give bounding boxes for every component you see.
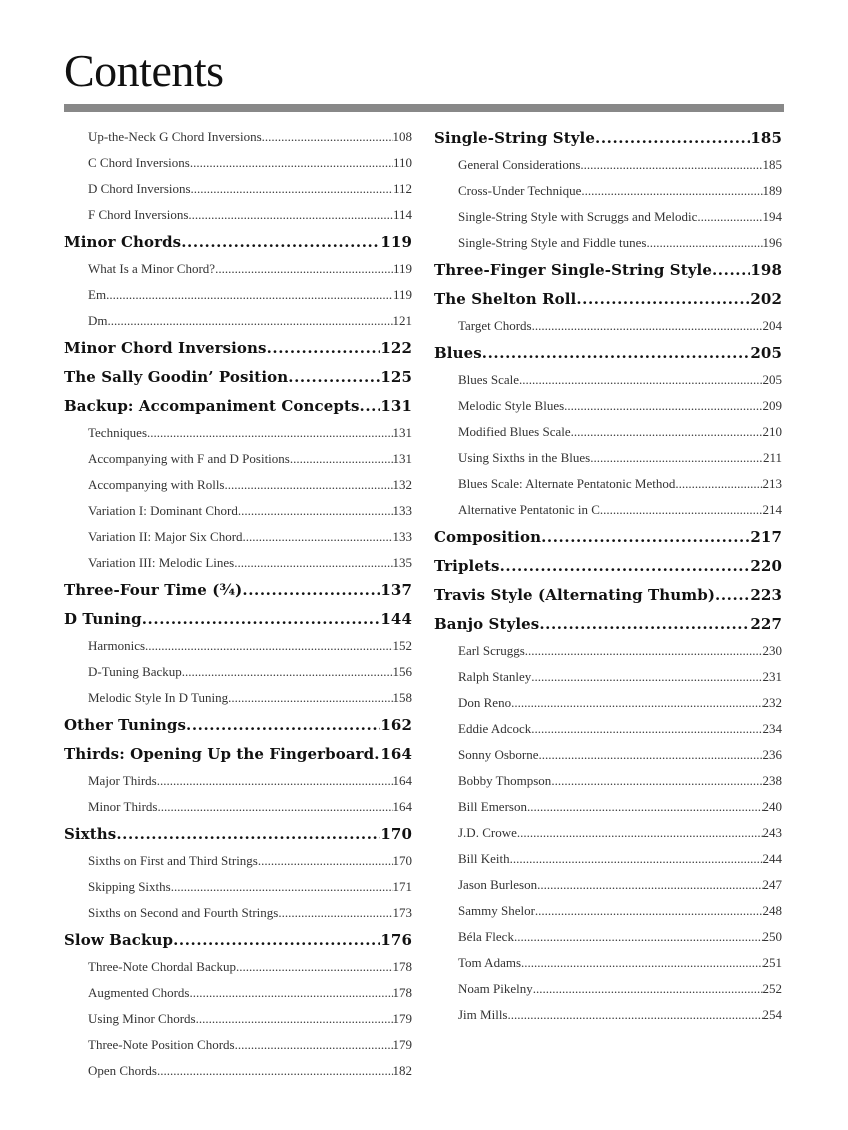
toc-page-number: 196 — [762, 235, 782, 250]
toc-entry-title: Dm — [88, 313, 108, 328]
toc-section-entry[interactable] — [434, 745, 782, 764]
toc-entry-title: Sixths on First and Third Strings — [88, 853, 258, 868]
toc-page-number: 178 — [392, 959, 412, 974]
toc-chapter-entry[interactable] — [64, 715, 412, 736]
toc-dot-leader — [521, 953, 762, 972]
toc-entry-title: Sammy Shelor — [458, 903, 535, 918]
toc-page-number: 178 — [392, 985, 412, 1000]
toc-page-number: 112 — [392, 181, 412, 196]
toc-dot-leader — [595, 128, 750, 149]
toc-section-entry[interactable] — [64, 285, 412, 304]
toc-page-number: 209 — [762, 398, 782, 413]
toc-dot-leader — [196, 1009, 393, 1028]
toc-dot-leader — [647, 233, 763, 252]
toc-dot-leader — [541, 527, 750, 548]
toc-dot-leader — [697, 207, 762, 226]
toc-page-number: 230 — [762, 643, 782, 658]
toc-entry-title: Eddie Adcock — [458, 721, 532, 736]
toc-dot-leader — [537, 875, 762, 894]
toc-dot-leader — [242, 580, 380, 601]
toc-page-number: 144 — [380, 610, 412, 628]
toc-page-number: 122 — [380, 339, 412, 357]
toc-dot-leader — [258, 851, 393, 870]
toc-dot-leader — [157, 1061, 393, 1080]
toc-page-number: 210 — [762, 424, 782, 439]
toc-dot-leader — [290, 449, 393, 468]
toc-entry-title: Thirds: Opening Up the Fingerboard — [64, 745, 375, 763]
toc-entry-title: Bobby Thompson — [458, 773, 552, 788]
toc-dot-leader — [189, 983, 392, 1002]
toc-section-entry[interactable] — [64, 636, 412, 655]
toc-dot-leader — [580, 155, 762, 174]
toc-section-entry[interactable] — [434, 316, 782, 335]
toc-section-entry[interactable] — [64, 851, 412, 870]
toc-page-number: 244 — [762, 851, 782, 866]
toc-page-number: 205 — [762, 372, 782, 387]
toc-page-number: 170 — [392, 853, 412, 868]
toc-entry-title: Modified Blues Scale — [458, 424, 571, 439]
toc-entry-title: Single-String Style with Scruggs and Melodic — [458, 209, 698, 224]
toc-entry-title: Three-Four Time (¾) — [64, 581, 243, 599]
toc-dot-leader — [147, 423, 392, 442]
toc-section-entry[interactable] — [434, 233, 782, 252]
title-rule — [64, 104, 784, 112]
toc-section-entry[interactable] — [64, 983, 412, 1002]
toc-page-number: 162 — [380, 716, 412, 734]
toc-dot-leader — [278, 903, 392, 922]
toc-section-entry[interactable] — [434, 849, 782, 868]
toc-entry-title: J.D. Crowe — [458, 825, 517, 840]
toc-section-entry[interactable] — [434, 901, 782, 920]
toc-entry-title: Variation I: Dominant Chord — [88, 503, 238, 518]
toc-page-number: 211 — [762, 450, 782, 465]
toc-section-entry[interactable] — [434, 370, 782, 389]
toc-dot-leader — [508, 1005, 763, 1024]
toc-dot-leader — [531, 667, 762, 686]
toc-chapter-entry[interactable] — [434, 343, 782, 364]
toc-dot-leader — [360, 396, 381, 417]
toc-dot-leader — [581, 181, 762, 200]
toc-page-number: 164 — [392, 773, 412, 788]
toc-dot-leader — [234, 553, 392, 572]
toc-page-number: 185 — [750, 129, 782, 147]
toc-section-entry[interactable] — [434, 448, 782, 467]
toc-dot-leader — [510, 849, 763, 868]
toc-dot-leader — [228, 688, 392, 707]
toc-section-entry[interactable] — [64, 1009, 412, 1028]
toc-page-number: 236 — [762, 747, 782, 762]
toc-entry-title: Jason Burleson — [458, 877, 538, 892]
toc-entry-title: Triplets — [434, 557, 500, 575]
toc-section-entry[interactable] — [64, 475, 412, 494]
toc-section-entry[interactable] — [434, 979, 782, 998]
toc-section-entry[interactable] — [64, 771, 412, 790]
toc-entry-title: Noam Pikelny — [458, 981, 533, 996]
page-title: Contents — [64, 45, 224, 96]
toc-section-entry[interactable] — [434, 422, 782, 441]
toc-chapter-entry[interactable] — [434, 289, 782, 310]
toc-dot-leader — [519, 370, 762, 389]
toc-entry-title: The Sally Goodin’ Position — [64, 368, 289, 386]
toc-entry-title: Ralph Stanley — [458, 669, 532, 684]
toc-chapter-entry[interactable] — [64, 609, 412, 630]
toc-entry-title: Blues Scale — [458, 372, 520, 387]
toc-section-entry[interactable] — [434, 927, 782, 946]
toc-entry-title: What Is a Minor Chord? — [88, 261, 216, 276]
toc-section-entry[interactable] — [64, 903, 412, 922]
toc-dot-leader — [235, 1035, 393, 1054]
toc-page-number: 131 — [380, 397, 412, 415]
toc-entry-title: Accompanying with Rolls — [88, 477, 225, 492]
toc-chapter-entry[interactable] — [434, 556, 782, 577]
toc-section-entry[interactable] — [434, 719, 782, 738]
toc-page-number: 114 — [392, 207, 412, 222]
toc-page-number: 205 — [750, 344, 782, 362]
toc-section-entry[interactable] — [64, 423, 412, 442]
toc-dot-leader — [576, 289, 750, 310]
toc-chapter-entry[interactable] — [64, 367, 412, 388]
toc-page-number: 248 — [762, 903, 782, 918]
toc-dot-leader — [243, 527, 393, 546]
toc-dot-leader — [532, 316, 763, 335]
toc-dot-leader — [186, 715, 380, 736]
toc-section-entry[interactable] — [434, 875, 782, 894]
toc-entry-title: Melodic Style Blues — [458, 398, 565, 413]
toc-page-number: 182 — [392, 1063, 412, 1078]
toc-entry-title: Backup: Accompaniment Concepts — [64, 397, 360, 415]
toc-page-number: 119 — [392, 261, 412, 276]
toc-dot-leader — [712, 260, 750, 281]
toc-entry-title: Up-the-Neck G Chord Inversions — [88, 129, 262, 144]
toc-dot-leader — [525, 641, 763, 660]
toc-entry-title: Em — [88, 287, 107, 302]
toc-entry-title: Sonny Osborne — [458, 747, 539, 762]
toc-entry-title: Melodic Style In D Tuning — [88, 690, 229, 705]
toc-entry-title: Accompanying with F and D Positions — [88, 451, 290, 466]
toc-entry-title: Using Minor Chords — [88, 1011, 196, 1026]
toc-entry-title: Open Chords — [88, 1063, 157, 1078]
toc-page-number: 131 — [392, 451, 412, 466]
toc-page-number: 214 — [762, 502, 782, 517]
toc-dot-leader — [171, 877, 393, 896]
toc-entry-title: Three-Note Position Chords — [88, 1037, 235, 1052]
toc-page-number: 198 — [750, 261, 782, 279]
toc-entry-title: Cross-Under Technique — [458, 183, 582, 198]
toc-page-number: 133 — [392, 529, 412, 544]
toc-section-entry[interactable] — [64, 259, 412, 278]
toc-section-entry[interactable] — [434, 396, 782, 415]
toc-dot-leader — [145, 636, 392, 655]
toc-chapter-entry[interactable] — [434, 527, 782, 548]
toc-section-entry[interactable] — [64, 311, 412, 330]
toc-section-entry[interactable] — [434, 181, 782, 200]
toc-section-entry[interactable] — [64, 688, 412, 707]
toc-dot-leader — [531, 719, 762, 738]
toc-entry-title: Target Chords — [458, 318, 532, 333]
toc-chapter-entry[interactable] — [64, 824, 412, 845]
toc-page-number: 156 — [392, 664, 412, 679]
toc-section-entry[interactable] — [64, 527, 412, 546]
toc-entry-title: Minor Chords — [64, 233, 182, 251]
toc-entry-title: Composition — [434, 528, 542, 546]
toc-dot-leader — [267, 338, 381, 359]
toc-page-number: 171 — [392, 879, 412, 894]
toc-section-entry[interactable] — [434, 693, 782, 712]
toc-page-number: 250 — [762, 929, 782, 944]
toc-dot-leader — [288, 367, 380, 388]
toc-page-number: 251 — [762, 955, 782, 970]
toc-page-number: 152 — [392, 638, 412, 653]
toc-section-entry[interactable] — [64, 179, 412, 198]
toc-entry-title: Béla Fleck — [458, 929, 514, 944]
toc-dot-leader — [215, 259, 393, 278]
toc-dot-leader — [511, 693, 762, 712]
toc-page-number: 238 — [762, 773, 782, 788]
toc-page-number: 232 — [762, 695, 782, 710]
toc-entry-title: Sixths on Second and Fourth Strings — [88, 905, 279, 920]
toc-page-number: 243 — [762, 825, 782, 840]
toc-entry-title: Don Reno — [458, 695, 512, 710]
toc-page-number: 185 — [762, 157, 782, 172]
toc-entry-title: Banjo Styles — [434, 615, 540, 633]
toc-dot-leader — [262, 127, 393, 146]
toc-dot-leader — [191, 179, 393, 198]
toc-dot-leader — [188, 205, 393, 224]
toc-section-entry[interactable] — [64, 797, 412, 816]
toc-dot-leader — [533, 979, 763, 998]
toc-page-number: 247 — [762, 877, 782, 892]
toc-page-number: 131 — [392, 425, 412, 440]
toc-entry-title: F Chord Inversions — [88, 207, 189, 222]
toc-entry-title: Using Sixths in the Blues — [458, 450, 591, 465]
toc-section-entry[interactable] — [434, 207, 782, 226]
toc-dot-leader — [116, 824, 380, 845]
toc-page-number: 173 — [392, 905, 412, 920]
toc-chapter-entry[interactable] — [64, 744, 412, 765]
toc-section-entry[interactable] — [64, 662, 412, 681]
toc-page-number: 189 — [762, 183, 782, 198]
toc-dot-leader — [482, 343, 751, 364]
toc-page-number: 164 — [392, 799, 412, 814]
toc-entry-title: Variation III: Melodic Lines — [88, 555, 235, 570]
toc-page-number: 137 — [380, 581, 412, 599]
toc-chapter-entry[interactable] — [434, 585, 782, 606]
toc-page-number: 217 — [750, 528, 782, 546]
toc-dot-leader — [157, 797, 392, 816]
toc-dot-leader — [108, 311, 393, 330]
toc-page-number: 179 — [392, 1011, 412, 1026]
toc-chapter-entry[interactable] — [434, 260, 782, 281]
toc-page-number: 108 — [392, 129, 412, 144]
toc-entry-title: General Considerations — [458, 157, 581, 172]
toc-entry-title: Minor Thirds — [88, 799, 158, 814]
toc-dot-leader — [225, 475, 393, 494]
toc-dot-leader — [142, 609, 381, 630]
toc-page-number: 132 — [392, 477, 412, 492]
toc-section-entry[interactable] — [64, 957, 412, 976]
toc-entry-title: C Chord Inversions — [88, 155, 190, 170]
toc-dot-leader — [238, 501, 393, 520]
toc-dot-leader — [551, 771, 762, 790]
toc-section-entry[interactable] — [434, 823, 782, 842]
toc-page-number: 234 — [762, 721, 782, 736]
toc-entry-title: Three-Finger Single-String Style — [434, 261, 712, 279]
toc-chapter-entry[interactable] — [64, 580, 412, 601]
toc-entry-title: Travis Style (Alternating Thumb) — [434, 586, 716, 604]
toc-page-number: 194 — [762, 209, 782, 224]
toc-chapter-entry[interactable] — [434, 614, 782, 635]
toc-page-number: 254 — [762, 1007, 782, 1022]
toc-entry-title: Alternative Pentatonic in C — [458, 502, 600, 517]
toc-page-number: 223 — [750, 586, 782, 604]
toc-entry-title: Other Tunings — [64, 716, 187, 734]
toc-page-number: 252 — [762, 981, 782, 996]
toc-page-number: 125 — [380, 368, 412, 386]
toc-section-entry[interactable] — [434, 641, 782, 660]
toc-entry-title: Bill Emerson — [458, 799, 527, 814]
toc-chapter-entry[interactable] — [64, 232, 412, 253]
toc-page-number: 176 — [380, 931, 412, 949]
toc-section-entry[interactable] — [434, 771, 782, 790]
toc-entry-title: Single-String Style and Fiddle tunes — [458, 235, 647, 250]
toc-entry-title: Techniques — [88, 425, 148, 440]
toc-page-number: 240 — [762, 799, 782, 814]
toc-entry-title: Major Thirds — [88, 773, 157, 788]
toc-entry-title: Three-Note Chordal Backup — [88, 959, 237, 974]
toc-entry-title: D Tuning — [64, 610, 142, 628]
toc-page-number: 133 — [392, 503, 412, 518]
toc-entry-title: Single-String Style — [434, 129, 595, 147]
toc-entry-title: Blues Scale: Alternate Pentatonic Method — [458, 476, 676, 491]
toc-section-entry[interactable] — [434, 500, 782, 519]
toc-dot-leader — [564, 396, 762, 415]
toc-section-entry[interactable] — [64, 1035, 412, 1054]
toc-dot-leader — [571, 422, 763, 441]
toc-page-number: 179 — [392, 1037, 412, 1052]
toc-dot-leader — [106, 285, 393, 304]
toc-chapter-entry[interactable] — [64, 338, 412, 359]
toc-entry-title: Variation II: Major Six Chord — [88, 529, 243, 544]
toc-entry-title: Minor Chord Inversions — [64, 339, 267, 357]
toc-dot-leader — [173, 930, 380, 951]
toc-entry-title: D-Tuning Backup — [88, 664, 182, 679]
toc-section-entry[interactable] — [434, 953, 782, 972]
toc-section-entry[interactable] — [434, 155, 782, 174]
toc-dot-leader — [535, 901, 763, 920]
toc-entry-title: Augmented Chords — [88, 985, 190, 1000]
toc-dot-leader — [715, 585, 750, 606]
toc-entry-title: Sixths — [64, 825, 117, 843]
toc-page-number: 164 — [380, 745, 412, 763]
toc-entry-title: Jim Mills — [458, 1007, 508, 1022]
toc-section-entry[interactable] — [434, 797, 782, 816]
toc-page-number: 220 — [750, 557, 782, 575]
toc-page-number: 119 — [380, 233, 412, 251]
toc-entry-title: Tom Adams — [458, 955, 522, 970]
toc-page-number: 213 — [762, 476, 782, 491]
toc-section-entry[interactable] — [64, 1061, 412, 1080]
toc-page-number: 119 — [392, 287, 412, 302]
toc-page-number: 227 — [750, 615, 782, 633]
toc-page-number: 204 — [762, 318, 782, 333]
toc-dot-leader — [539, 614, 750, 635]
toc-dot-leader — [600, 500, 763, 519]
toc-dot-leader — [500, 556, 751, 577]
toc-section-entry[interactable] — [434, 474, 782, 493]
toc-section-entry[interactable] — [434, 1005, 782, 1024]
toc-dot-leader — [539, 745, 763, 764]
toc-section-entry[interactable] — [64, 205, 412, 224]
toc-entry-title: Earl Scruggs — [458, 643, 525, 658]
toc-page-number: 135 — [392, 555, 412, 570]
toc-section-entry[interactable] — [64, 127, 412, 146]
toc-page-number: 110 — [392, 155, 412, 170]
toc-entry-title: The Shelton Roll — [434, 290, 577, 308]
toc-dot-leader — [590, 448, 763, 467]
toc-section-entry[interactable] — [64, 877, 412, 896]
toc-page-number: 202 — [750, 290, 782, 308]
toc-dot-leader — [157, 771, 393, 790]
toc-chapter-entry[interactable] — [434, 128, 782, 149]
toc-page-number: 170 — [380, 825, 412, 843]
toc-entry-title: Bill Keith — [458, 851, 510, 866]
toc-entry-title: Harmonics — [88, 638, 146, 653]
toc-entry-title: Blues — [434, 344, 482, 362]
toc-page-number: 121 — [392, 313, 412, 328]
toc-entry-title: D Chord Inversions — [88, 181, 191, 196]
toc-section-entry[interactable] — [434, 667, 782, 686]
toc-entry-title: Slow Backup — [64, 931, 174, 949]
toc-dot-leader — [182, 662, 393, 681]
toc-page-number: 158 — [392, 690, 412, 705]
toc-dot-leader — [517, 823, 763, 842]
toc-section-entry[interactable] — [64, 553, 412, 572]
toc-dot-leader — [236, 957, 392, 976]
toc-dot-leader — [527, 797, 763, 816]
toc-dot-leader — [514, 927, 763, 946]
toc-entry-title: Skipping Sixths — [88, 879, 171, 894]
toc-section-entry[interactable] — [64, 153, 412, 172]
toc-chapter-entry[interactable] — [64, 930, 412, 951]
toc-chapter-entry[interactable] — [64, 396, 412, 417]
toc-dot-leader — [675, 474, 762, 493]
toc-section-entry[interactable] — [64, 449, 412, 468]
toc-dot-leader — [190, 153, 393, 172]
toc-dot-leader — [181, 232, 380, 253]
toc-section-entry[interactable] — [64, 501, 412, 520]
toc-page-number: 231 — [762, 669, 782, 684]
